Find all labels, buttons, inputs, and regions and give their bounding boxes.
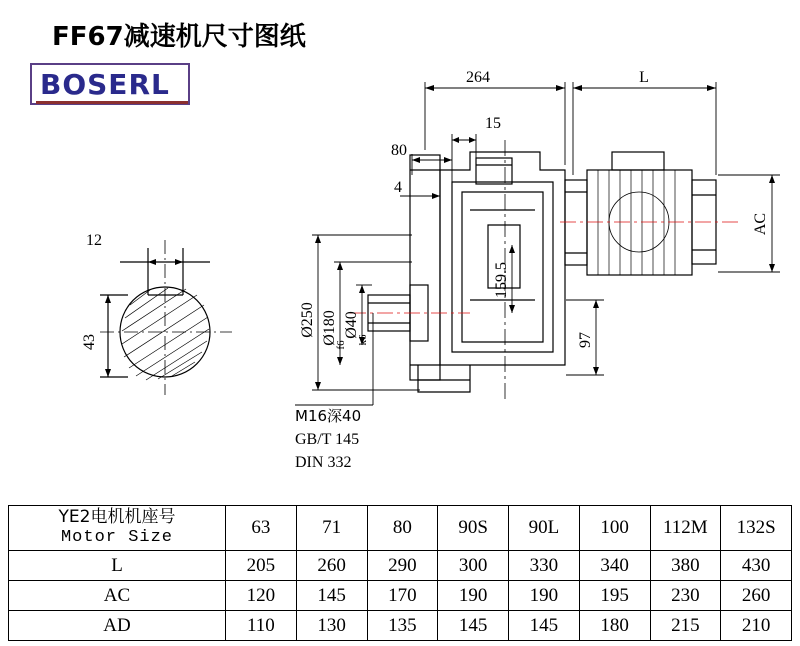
dim-43: 43 [81,334,98,350]
table-header-row [9,506,792,551]
table-header-cell: 100 [579,506,650,551]
table-header-cell: 90S [438,506,509,551]
table-cell: 330 [509,551,580,581]
table-header-cell: 90L [509,506,580,551]
row-label: AD [9,611,226,641]
table-header-cell: 63 [226,506,297,551]
table-header-label [9,506,226,551]
table-cell: 110 [226,611,297,641]
table-cell: 180 [579,611,650,641]
table-cell: 195 [579,581,650,611]
dim-264: 264 [466,69,490,86]
page-title: FF67减速机尺寸图纸 [52,22,306,52]
dim-dia250: Ø250 [299,302,316,338]
table-cell: 260 [296,551,367,581]
table-cell: 260 [721,581,792,611]
table-cell: 205 [226,551,297,581]
table-cell: 215 [650,611,721,641]
thread-note [295,407,361,471]
dimension-lines [295,82,780,405]
table-header-cell: 112M [650,506,721,551]
dim-AC: AC [752,212,769,236]
table-cell: 130 [296,611,367,641]
dim-dia40-tol: k6 [357,334,369,346]
dim-dia40: Ø40 [343,311,360,339]
table-row [9,551,792,581]
table-header-label-en: Motor Size [60,528,174,547]
table-cell: 170 [367,581,438,611]
table-header-cell: 132S [721,506,792,551]
dim-dia180-tol: f6 [335,340,347,350]
row-label: AC [9,581,226,611]
table-cell: 210 [721,611,792,641]
table-header-cell: 80 [367,506,438,551]
row-label: L [9,551,226,581]
table-cell: 145 [509,611,580,641]
dim-4: 4 [394,179,402,196]
table-header-label-cn: YE2电机机座号 [58,507,176,528]
note-line-3: DIN 332 [295,454,352,471]
table-cell: 290 [367,551,438,581]
table-cell: 145 [438,611,509,641]
table-cell: 135 [367,611,438,641]
table-row [9,611,792,641]
dim-97: 97 [577,332,594,348]
table-cell: 380 [650,551,721,581]
table-row [9,581,792,611]
dim-L: L [639,69,649,86]
dim-dia180: Ø180 [321,310,338,346]
table-cell: 190 [509,581,580,611]
dim-159-5: 159.5 [493,262,510,298]
dim-15: 15 [485,115,501,132]
table-header-cell: 71 [296,506,367,551]
note-line-2: GB/T 145 [295,431,360,448]
dim-80: 80 [391,142,407,159]
dim-12: 12 [86,232,102,249]
gearbox-assembly [368,152,716,392]
table-cell: 340 [579,551,650,581]
table-cell: 300 [438,551,509,581]
table-cell: 145 [296,581,367,611]
brand-logo: BOSERL [40,68,170,101]
table-cell: 230 [650,581,721,611]
motor-size-table [8,505,792,641]
note-line-1: M16深40 [295,407,362,425]
table-cell: 190 [438,581,509,611]
table-cell: 430 [721,551,792,581]
table-cell: 120 [226,581,297,611]
shaft-end-view [100,240,232,395]
